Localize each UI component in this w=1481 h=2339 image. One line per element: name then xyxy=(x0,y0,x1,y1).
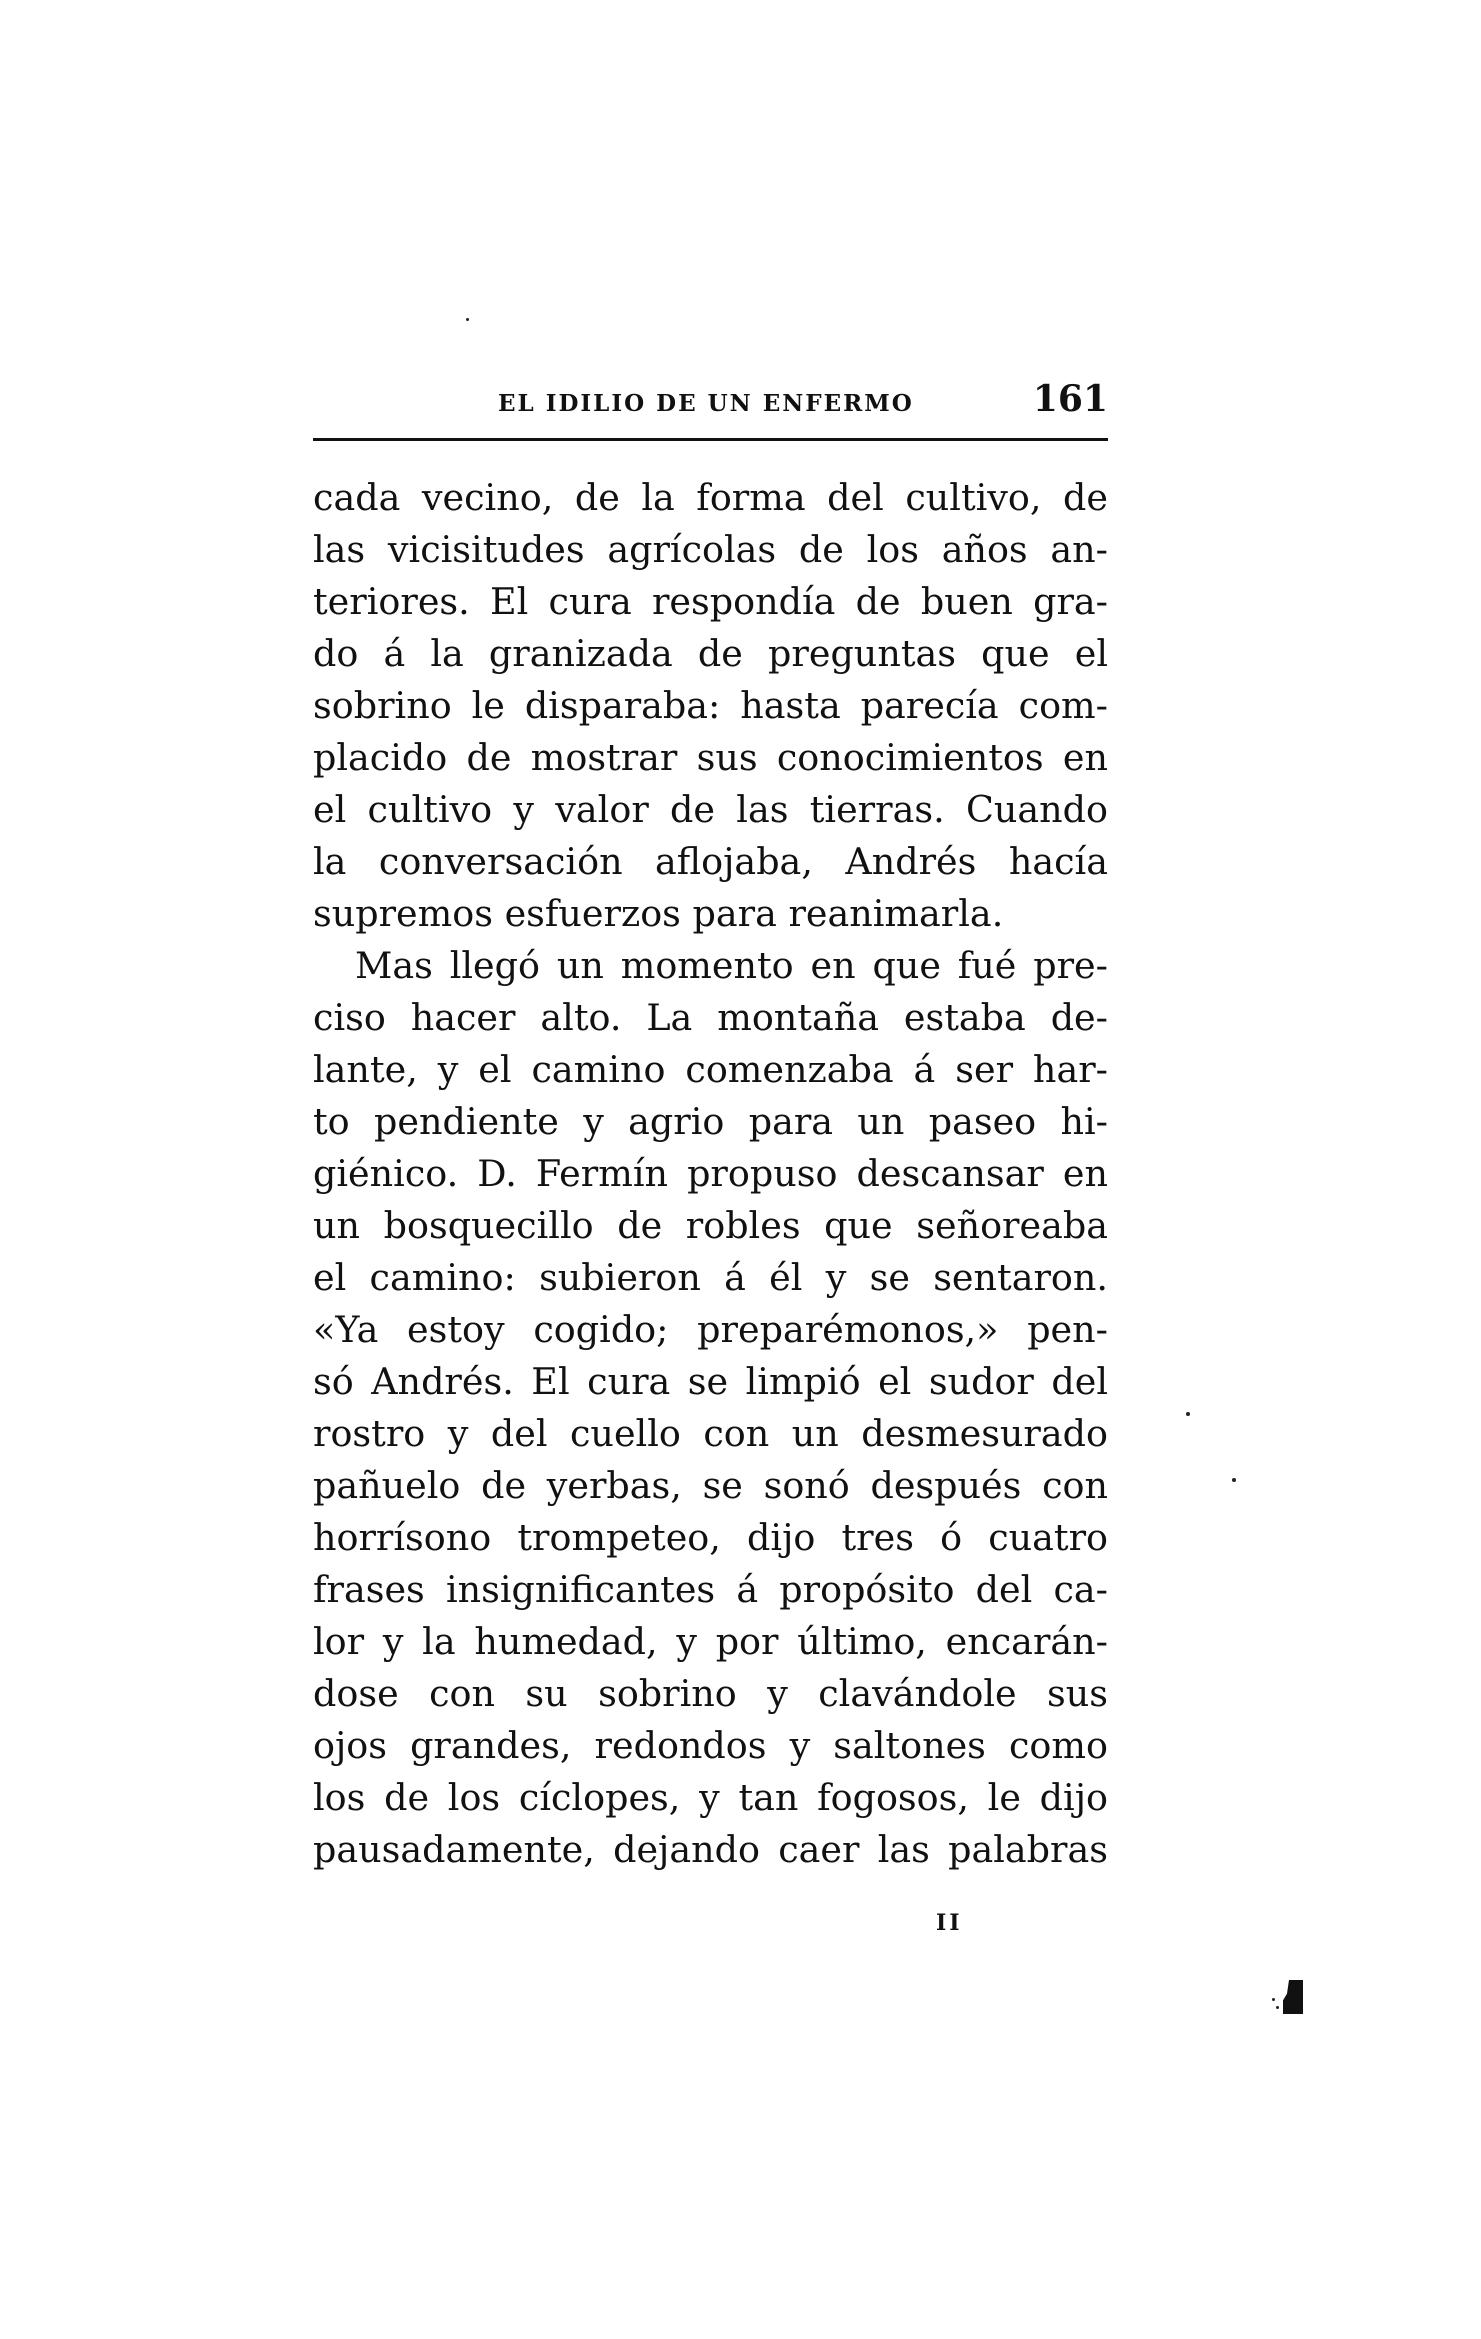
text-line: pañuelo de yerbas, se sonó después con xyxy=(313,1464,1108,1507)
text-line: ciso hacer alto. La montaña estaba de- xyxy=(313,996,1108,1039)
ink-speck xyxy=(466,318,469,321)
text-line: las vicisitudes agrícolas de los años an- xyxy=(313,528,1108,571)
text-line: sobrino le disparaba: hasta parecía com- xyxy=(313,684,1108,727)
text-line: el camino: subieron á él y se sentaron. xyxy=(313,1256,1108,1299)
text-line: supremos esfuerzos para reanimarla. xyxy=(313,892,1004,935)
text-line: to pendiente y agrio para un paseo hi- xyxy=(313,1100,1108,1143)
header-rule xyxy=(313,438,1108,441)
ink-speck xyxy=(1272,1998,1275,2001)
ink-speck xyxy=(1232,1478,1236,1482)
signature-mark: II xyxy=(936,1910,963,1936)
text-line: teriores. El cura respondía de buen gra- xyxy=(313,580,1108,623)
text-line: lante, y el camino comenzaba á ser har- xyxy=(313,1048,1108,1091)
text-line: horrísono trompeteo, dijo tres ó cuatro xyxy=(313,1516,1108,1559)
running-head xyxy=(313,378,1108,438)
body-text xyxy=(313,472,1108,1876)
text-line: la conversación aflojaba, Andrés hacía xyxy=(313,840,1108,883)
text-line: pausadamente, dejando caer las palabras xyxy=(313,1828,1108,1871)
text-line: placido de mostrar sus conocimientos en xyxy=(313,736,1108,779)
text-line: giénico. D. Fermín propuso descansar en xyxy=(313,1152,1108,1195)
text-line: lor y la humedad, y por último, encarán- xyxy=(313,1620,1108,1663)
ink-speck xyxy=(1276,2006,1279,2009)
text-line: el cultivo y valor de las tierras. Cuando xyxy=(313,788,1108,831)
page-number: 161 xyxy=(1032,378,1108,420)
text-line: frases insignificantes á propósito del ca- xyxy=(313,1568,1108,1611)
text-line: «Ya estoy cogido; preparémonos,» pen- xyxy=(313,1308,1108,1351)
text-line: los de los cíclopes, y tan fogosos, le dijo xyxy=(313,1776,1108,1819)
text-line: ojos grandes, redondos y saltones como xyxy=(313,1724,1108,1767)
ink-blot xyxy=(1283,1980,1303,2014)
ink-speck xyxy=(1186,1412,1190,1416)
text-line-paragraph-start: Mas llegó un momento en que fué pre- xyxy=(355,944,1108,987)
text-line: rostro y del cuello con un desmesurado xyxy=(313,1412,1108,1455)
running-title: EL IDILIO DE UN ENFERMO xyxy=(498,390,914,417)
text-line: do á la granizada de preguntas que el xyxy=(313,632,1108,675)
text-line: só Andrés. El cura se limpió el sudor del xyxy=(313,1360,1108,1403)
text-line: un bosquecillo de robles que señoreaba xyxy=(313,1204,1108,1247)
text-line: cada vecino, de la forma del cultivo, de xyxy=(313,476,1108,519)
text-line: dose con su sobrino y clavándole sus xyxy=(313,1672,1108,1715)
